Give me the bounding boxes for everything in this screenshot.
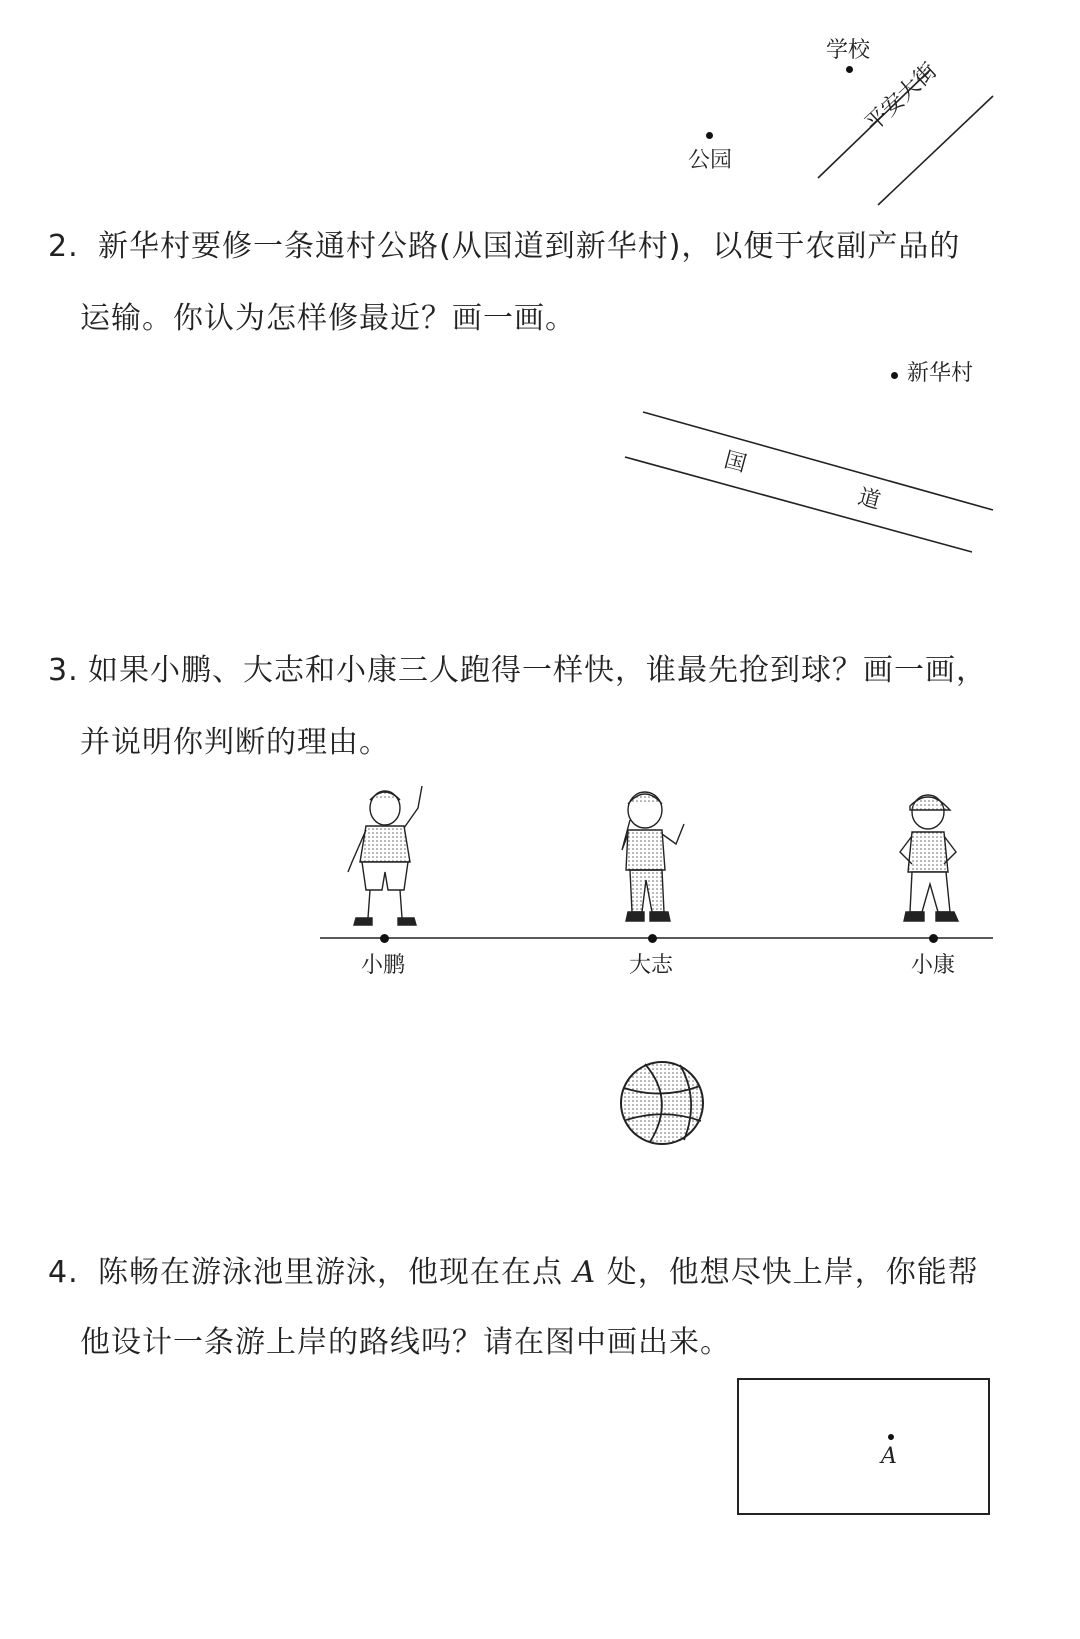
question-3-number: 3. — [48, 653, 79, 688]
question-4-line1 — [98, 1255, 979, 1290]
xiaokang-label: 小康 — [911, 953, 956, 978]
swimming-pool — [737, 1378, 990, 1515]
road-label-char1: 国 — [721, 447, 750, 478]
question-2-number: 2. — [48, 229, 79, 264]
question-2-line1: 新华村要修一条通村公路(从国道到新华村)，以便于农副产品的 — [98, 229, 961, 264]
point-a-dot — [888, 1434, 894, 1440]
question-4-number: 4. — [48, 1255, 79, 1290]
point-a-inline: A — [573, 1255, 597, 1290]
question-2-line2: 运输。你认为怎样修最近？画一画。 — [80, 301, 576, 336]
dazhi-label: 大志 — [629, 953, 674, 978]
village-label: 新华村 — [907, 361, 974, 386]
school-label: 学校 — [826, 38, 871, 63]
road-label-char2: 道 — [855, 484, 884, 515]
question-4-line1-part2: 处，他想尽快上岸，你能帮 — [606, 1255, 979, 1290]
park-label: 公园 — [688, 148, 733, 173]
question-3-line1: 如果小鹏、大志和小康三人跑得一样快，谁最先抢到球？画一画， — [88, 653, 987, 688]
street-label: 平安大街 — [860, 58, 943, 137]
point-a-label: A — [881, 1444, 897, 1469]
xiaopeng-label: 小鹏 — [361, 953, 406, 978]
question-4-line2: 他设计一条游上岸的路线吗？请在图中画出来。 — [80, 1325, 731, 1360]
question-3-line2: 并说明你判断的理由。 — [80, 725, 390, 760]
question-4-line1-part1: 陈畅在游泳池里游泳，他现在在点 — [98, 1255, 563, 1290]
